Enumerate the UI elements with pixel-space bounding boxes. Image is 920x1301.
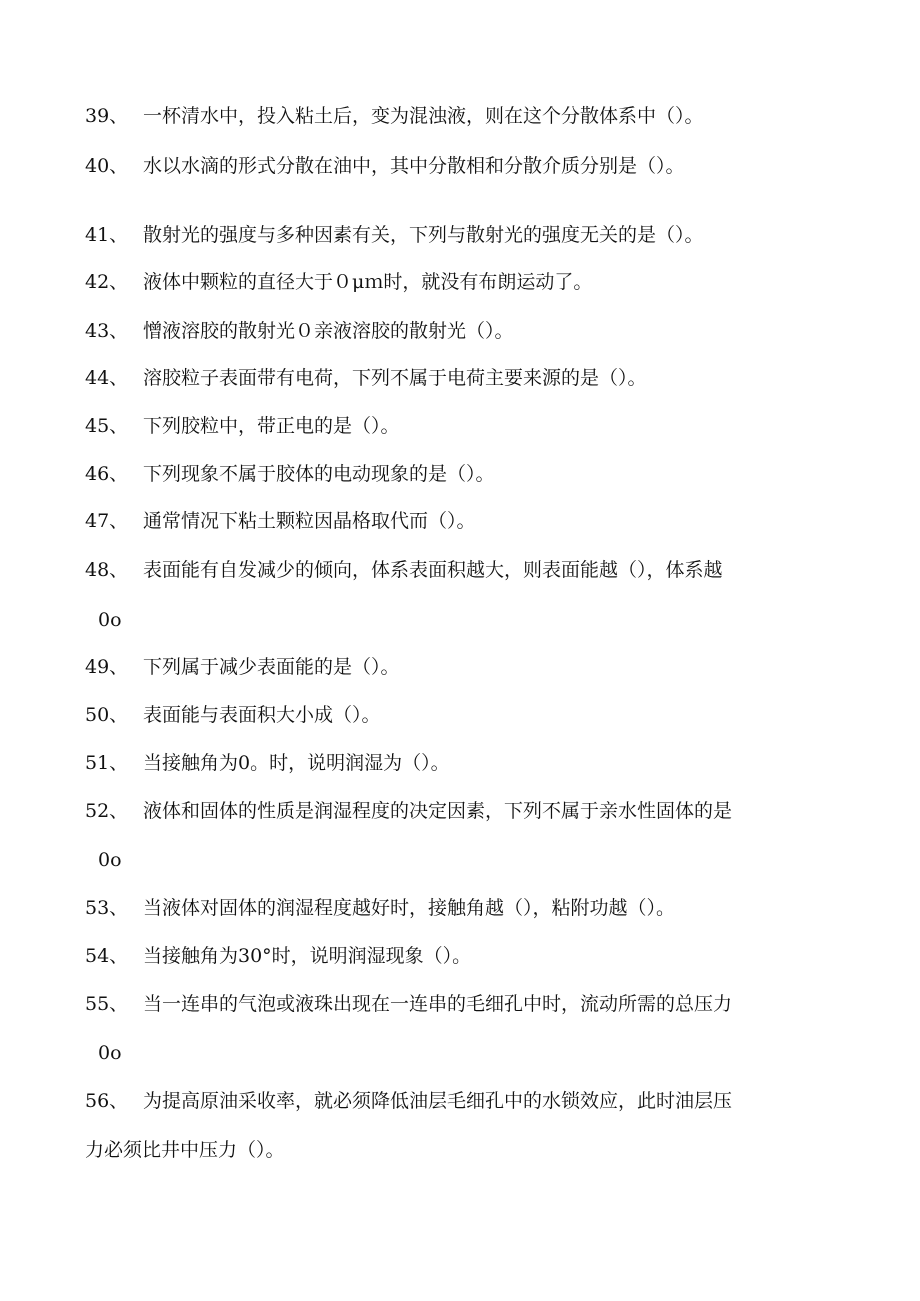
question-42 [85, 258, 825, 306]
question-41 [85, 211, 825, 259]
question-number: 39、 [85, 105, 129, 127]
question-56-continuation: 力必须比井中压力（）。 [85, 1139, 285, 1161]
question-text: 憎液溶胶的散射光０亲液溶胶的散射光（）。 [143, 320, 514, 342]
question-47 [85, 497, 825, 545]
question-text: 液体和固体的性质是润湿程度的决定因素，下列不属于亲水性固体的是 [143, 800, 733, 822]
question-number: 47、 [85, 510, 129, 532]
question-46 [85, 450, 825, 498]
question-text: 下列属于减少表面能的是（）。 [143, 656, 400, 678]
question-48 [85, 546, 825, 594]
question-55-continuation: 0o [98, 1042, 122, 1064]
question-text: 当接触角为0。时，说明润湿为（）。 [143, 752, 450, 774]
question-text: 一杯清水中，投入粘土后，变为混浊液，则在这个分散体系中（）。 [143, 105, 704, 127]
question-text: 表面能有自发减少的倾向，体系表面积越大，则表面能越（），体系越 [143, 559, 723, 581]
question-number: 46、 [85, 463, 129, 485]
question-number: 54、 [85, 945, 129, 967]
question-39 [85, 92, 825, 140]
question-number: 42、 [85, 271, 129, 293]
question-43 [85, 307, 825, 355]
question-56 [85, 1077, 825, 1125]
question-text: 液体中颗粒的直径大于０μｍ时，就没有布朗运动了。 [143, 271, 593, 293]
question-text: 下列胶粒中，带正电的是（）。 [143, 415, 400, 437]
question-number: 56、 [85, 1090, 129, 1112]
question-text: 表面能与表面积大小成（）。 [143, 704, 381, 726]
question-text: 当液体对固体的润湿程度越好时，接触角越（），粘附功越（）。 [143, 897, 676, 919]
question-54 [85, 932, 825, 980]
question-number: 44、 [85, 367, 129, 389]
question-number: 40、 [85, 155, 129, 177]
question-text: 散射光的强度与多种因素有关，下列与散射光的强度无关的是（）。 [143, 224, 704, 246]
question-text: 当一连串的气泡或液珠出现在一连串的毛细孔中时，流动所需的总压力 [143, 993, 733, 1015]
question-text: 当接触角为30°时，说明润湿现象（）。 [143, 945, 472, 967]
question-number: 48、 [85, 559, 129, 581]
question-53 [85, 884, 825, 932]
question-number: 52、 [85, 800, 129, 822]
question-number: 41、 [85, 224, 129, 246]
question-number: 43、 [85, 320, 129, 342]
question-number: 53、 [85, 897, 129, 919]
question-55 [85, 980, 825, 1028]
question-number: 55、 [85, 993, 129, 1015]
question-number: 50、 [85, 704, 129, 726]
question-51 [85, 739, 825, 787]
question-52 [85, 787, 825, 835]
question-number: 45、 [85, 415, 129, 437]
question-52-continuation: 0o [98, 849, 122, 871]
question-text: 下列现象不属于胶体的电动现象的是（）。 [143, 463, 495, 485]
question-text: 为提高原油采收率，就必须降低油层毛细孔中的水锁效应，此时油层压 [143, 1090, 733, 1112]
question-text: 溶胶粒子表面带有电荷，下列不属于电荷主要来源的是（）。 [143, 367, 647, 389]
question-number: 49、 [85, 656, 129, 678]
question-45 [85, 402, 825, 450]
question-text: 水以水滴的形式分散在油中，其中分散相和分散介质分别是（）。 [143, 155, 685, 177]
question-number: 51、 [85, 752, 129, 774]
question-50 [85, 691, 825, 739]
question-text: 通常情况下粘土颗粒因晶格取代而（）。 [143, 510, 476, 532]
question-48-continuation: 0o [98, 609, 122, 631]
question-44 [85, 354, 825, 402]
question-49 [85, 643, 825, 691]
question-40 [85, 142, 825, 190]
